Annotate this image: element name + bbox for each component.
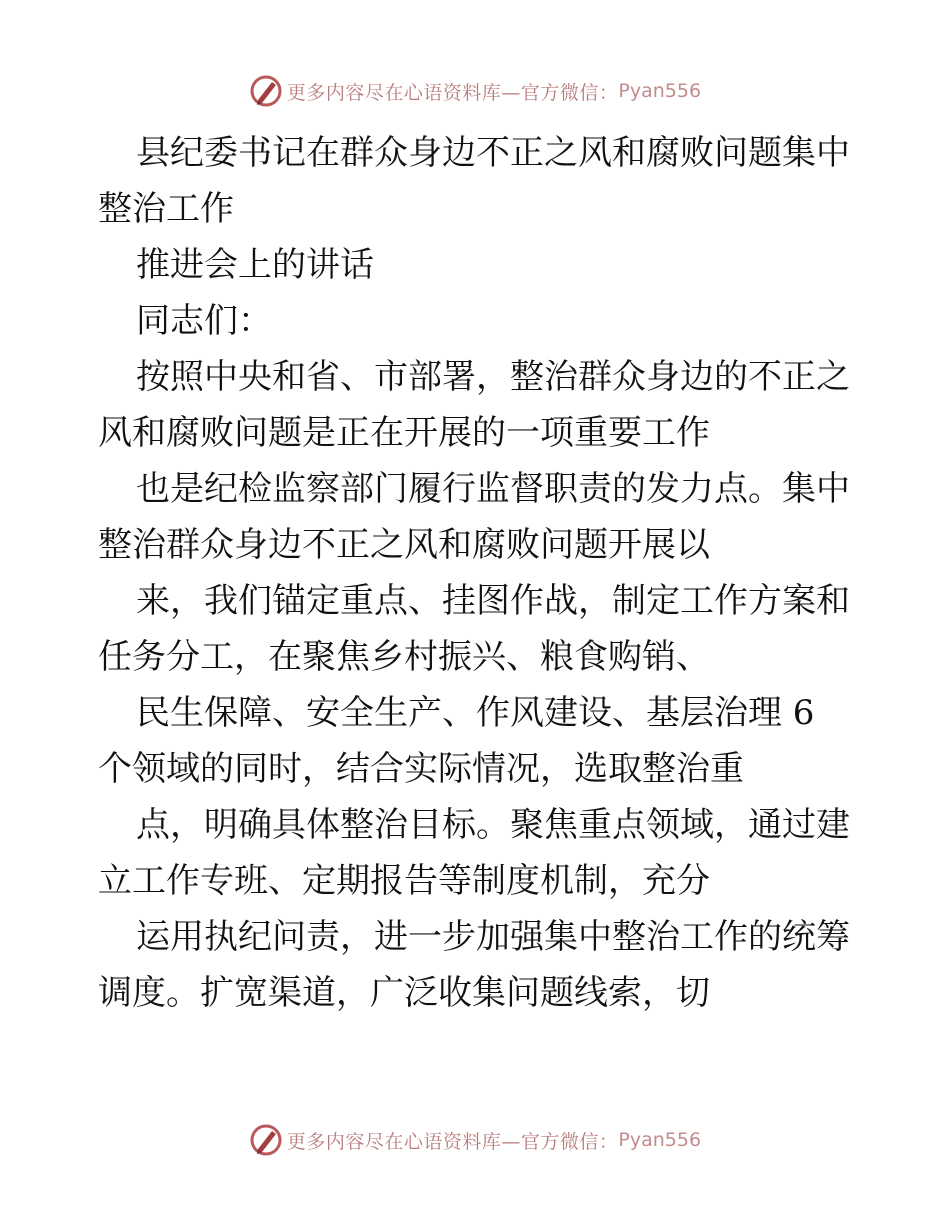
body-line: 运用执纪问责，进一步加强集中整治工作的统筹 [136, 917, 850, 957]
body-line: 民生保障、安全生产、作风建设、基层治理 6 [136, 693, 815, 733]
body-line: 也是纪检监察部门履行监督职责的发力点。集中 [136, 469, 850, 509]
title-line-1: 县纪委书记在群众身边不正之风和腐败问题集中 [136, 133, 850, 173]
salutation: 同志们： [136, 301, 272, 341]
doc-line [98, 573, 858, 629]
doc-line [98, 853, 858, 909]
body-line: 整治群众身边不正之风和腐败问题开展以 [98, 525, 710, 565]
doc-line [98, 685, 858, 741]
document-body [98, 125, 858, 1021]
pen-logo-icon [249, 74, 283, 108]
doc-line [98, 237, 858, 293]
body-line: 风和腐败问题是正在开展的一项重要工作 [98, 413, 710, 453]
pen-logo-icon [249, 1123, 283, 1157]
doc-line [98, 517, 858, 573]
body-line: 点，明确具体整治目标。聚焦重点领域，通过建 [136, 805, 850, 845]
doc-line [98, 349, 858, 405]
doc-line [98, 405, 858, 461]
watermark-text: 更多内容尽在心语资料库—官方微信： [286, 81, 619, 104]
title-line-2: 整治工作 [98, 189, 234, 229]
doc-line [98, 965, 858, 1021]
doc-line [98, 125, 858, 181]
body-line: 调度。扩宽渠道，广泛收集问题线索，切 [98, 973, 710, 1013]
doc-line [98, 741, 858, 797]
body-line: 立工作专班、定期报告等制度机制，充分 [98, 861, 710, 901]
body-line: 按照中央和省、市部署，整治群众身边的不正之 [136, 357, 850, 397]
doc-line [98, 797, 858, 853]
watermark-contact: Pyan556 [618, 80, 702, 102]
watermark-contact: Pyan556 [618, 1129, 702, 1151]
body-line: 来，我们锚定重点、挂图作战，制定工作方案和 [136, 581, 850, 621]
subtitle-line: 推进会上的讲话 [136, 245, 374, 285]
footer-watermark [0, 1120, 950, 1160]
doc-line [98, 181, 858, 237]
doc-line [98, 461, 858, 517]
doc-line [98, 629, 858, 685]
body-line: 任务分工，在聚焦乡村振兴、粮食购销、 [98, 637, 710, 677]
watermark-text: 更多内容尽在心语资料库—官方微信： [286, 1130, 619, 1153]
doc-line [98, 909, 858, 965]
doc-line [98, 293, 858, 349]
body-line: 个领域的同时，结合实际情况，选取整治重 [98, 749, 744, 789]
header-watermark [0, 71, 950, 111]
